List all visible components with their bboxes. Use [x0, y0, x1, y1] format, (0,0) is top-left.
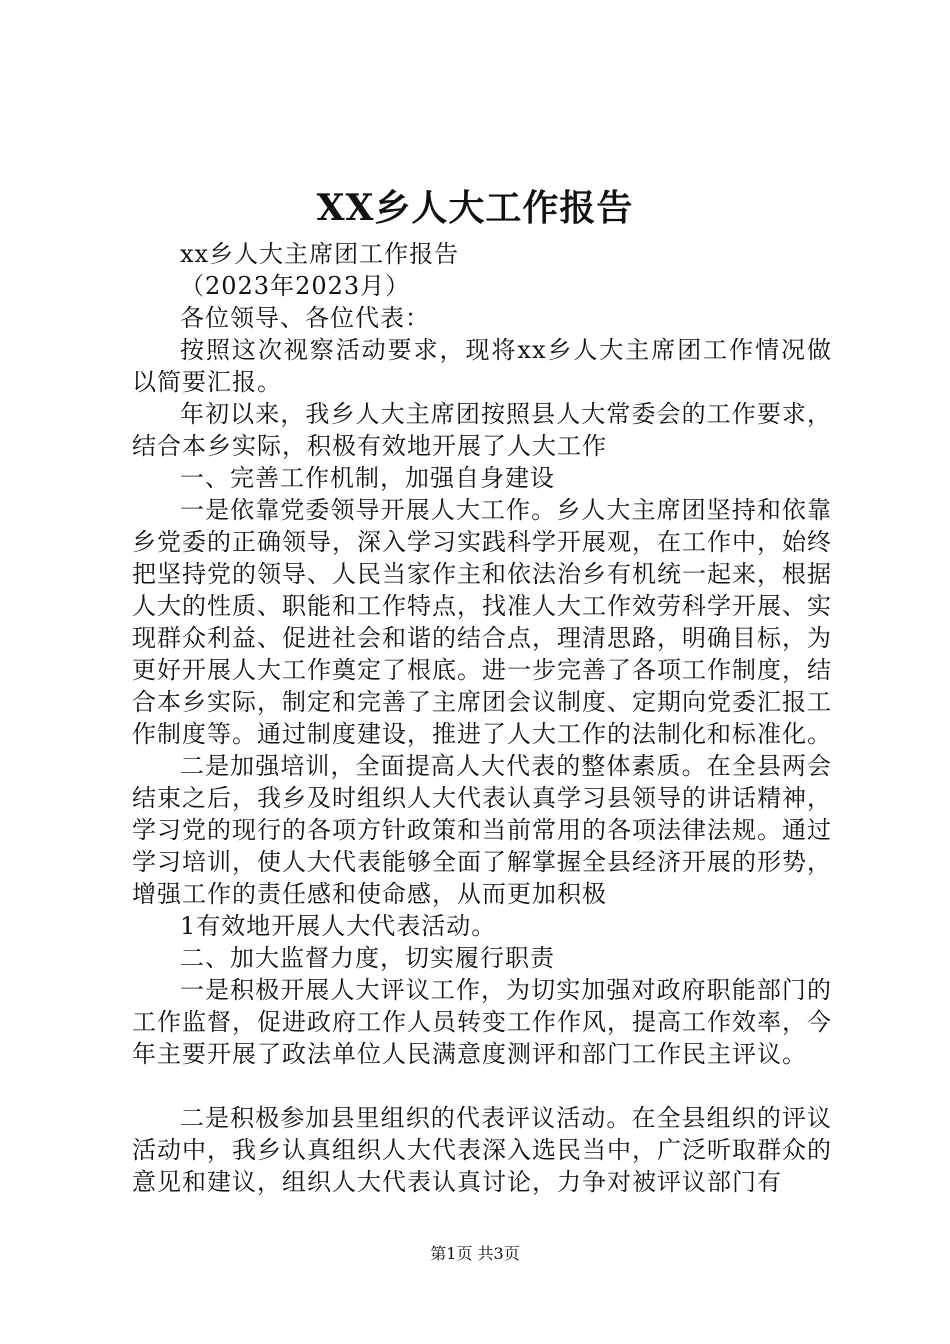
paragraph-body: 一是积极开展人大评议工作，为切实加强对政府职能部门的工作监督，促进政府工作人员转变工作作风，提高工作效率，今年主要开展了政法单位人民满意度测评和部门工作民主评议。: [132, 976, 832, 1068]
paragraph-body: 二是积极参加县里组织的代表评议活动。在全县组织的评议活动中，我乡认真组织人大代表深入选民当中，广泛听取群众的意见和建议，组织人大代表认真讨论，力争对被评议部门有: [132, 1104, 832, 1196]
section-heading-1: 一、完善工作机制，加强自身建设: [180, 464, 555, 492]
section-heading-2: 二、加大监督力度，切实履行职责: [180, 944, 555, 972]
paragraph-body: 一是依靠党委领导开展人大工作。乡人大主席团坚持和依靠乡党委的正确领导，深入学习实践科学开展观，在工作中，始终把坚持党的领导、人民当家作主和依法治乡有机统一起来，根据人大的性质、职能和工作特点，找准人大工作效劳科学开展、实现群众利益、促进社会和谐的结合点，理清思路，明确目标，为更好开展人大工作奠定了根底。进一步完善了各项工作制度，结合本乡实际，制定和完善了主席团会议制度、定期向党委汇报工作制度等。通过制度建设，推进了人大工作的法制化和标准化。: [132, 496, 832, 748]
paragraph-spacer: [132, 1070, 832, 1102]
paragraph-body: 1有效地开展人大代表活动。: [180, 912, 497, 940]
page-number: 第1页 共3页: [430, 1244, 520, 1263]
paragraph-date: （2023年2023月）: [180, 272, 411, 300]
paragraph-body: 二是加强培训，全面提高人大代表的整体素质。在全县两会结束之后，我乡及时组织人大代表认真学习县领导的讲话精神，学习党的现行的各项方针政策和当前常用的各项法律法规。通过学习培训，使人大代表能够全面了解掌握全县经济开展的形势，增强工作的责任感和使命感，从而更加积极: [132, 752, 832, 908]
paragraph-overview: 年初以来，我乡人大主席团按照县人大常委会的工作要求，结合本乡实际，积极有效地开展了人大工作: [132, 400, 832, 460]
paragraph-salutation: 各位领导、各位代表：: [180, 304, 430, 332]
paragraph-intro: 按照这次视察活动要求，现将xx乡人大主席团工作情况做以简要汇报。: [132, 336, 832, 396]
document-body: [132, 238, 832, 1198]
document-title: XX乡人大工作报告: [316, 187, 634, 229]
paragraph-subtitle: xx乡人大主席团工作报告: [180, 240, 460, 268]
